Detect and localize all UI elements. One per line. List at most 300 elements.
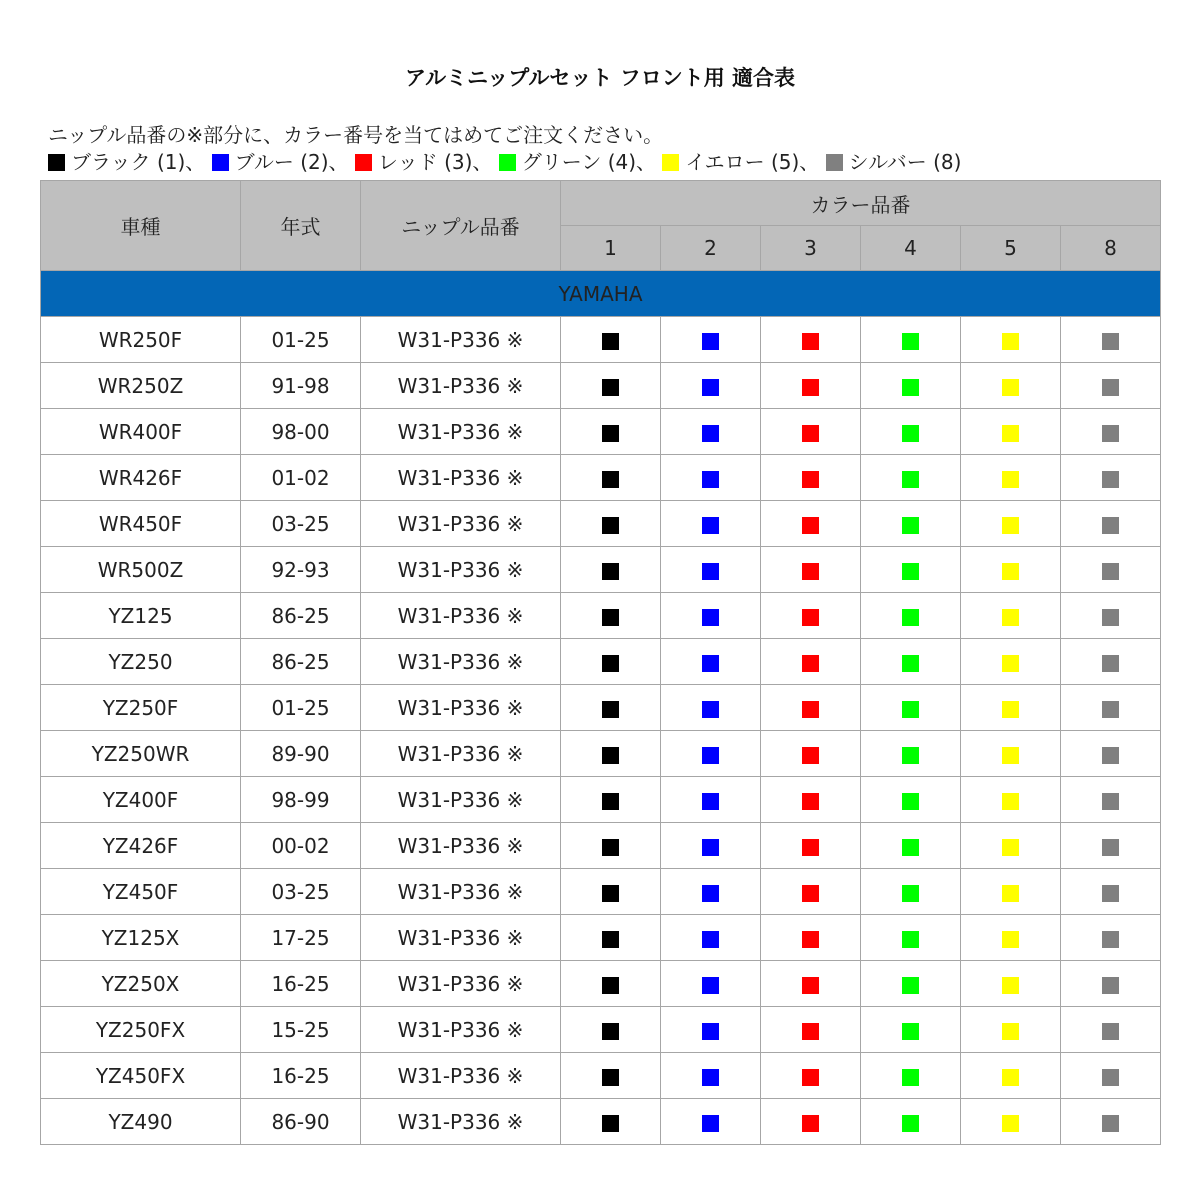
color-cell [761, 731, 861, 777]
legend-item-red [355, 146, 493, 175]
model-cell: YZ250F [41, 685, 241, 731]
part-number-cell: W31-P336 ※ [361, 501, 561, 547]
color-cell [1061, 547, 1161, 593]
table-row [41, 593, 1161, 639]
color-cell [561, 363, 661, 409]
yellow-swatch-icon [1002, 333, 1019, 350]
black-swatch-icon [602, 379, 619, 396]
red-swatch-icon [802, 701, 819, 718]
green-swatch-icon [902, 977, 919, 994]
color-cell [661, 1099, 761, 1145]
year-cell: 01-25 [241, 317, 361, 363]
model-cell: YZ250X [41, 961, 241, 1007]
color-cell [661, 593, 761, 639]
color-cell [561, 1053, 661, 1099]
red-swatch-icon [802, 655, 819, 672]
color-cell [1061, 1007, 1161, 1053]
color-cell [661, 363, 761, 409]
green-swatch-icon [902, 931, 919, 948]
color-cell [861, 639, 961, 685]
black-swatch-icon [602, 793, 619, 810]
green-swatch-icon [902, 609, 919, 626]
color-cell [1061, 915, 1161, 961]
red-swatch-icon [802, 517, 819, 534]
legend-label: イエロー (5)、 [685, 150, 820, 174]
color-cell [1061, 317, 1161, 363]
color-cell [761, 363, 861, 409]
black-swatch-icon [602, 425, 619, 442]
black-swatch-icon [602, 1069, 619, 1086]
year-cell: 98-99 [241, 777, 361, 823]
color-cell [861, 869, 961, 915]
part-number-cell: W31-P336 ※ [361, 685, 561, 731]
legend-item-yellow [662, 146, 819, 175]
model-cell: YZ400F [41, 777, 241, 823]
table-row [41, 409, 1161, 455]
green-swatch-icon [902, 517, 919, 534]
black-swatch-icon [602, 1023, 619, 1040]
black-swatch-icon [602, 885, 619, 902]
color-cell [661, 685, 761, 731]
color-cell [1061, 1099, 1161, 1145]
color-cell [561, 731, 661, 777]
part-number-cell: W31-P336 ※ [361, 639, 561, 685]
black-swatch-icon [602, 839, 619, 856]
year-cell: 03-25 [241, 501, 361, 547]
color-cell [861, 547, 961, 593]
yellow-swatch-icon [1002, 609, 1019, 626]
blue-swatch-icon [702, 609, 719, 626]
red-swatch-icon [802, 1023, 819, 1040]
yellow-swatch-icon [1002, 379, 1019, 396]
silver-swatch-icon [1102, 1115, 1119, 1132]
table-row [41, 1053, 1161, 1099]
table-row [41, 547, 1161, 593]
blue-swatch-icon [702, 977, 719, 994]
color-cell [961, 961, 1061, 1007]
blue-swatch-icon [702, 747, 719, 764]
color-cell [561, 593, 661, 639]
blue-swatch-icon [702, 1069, 719, 1086]
header-color-4: 4 [861, 226, 961, 271]
color-cell [961, 777, 1061, 823]
blue-swatch-icon [702, 517, 719, 534]
year-cell: 16-25 [241, 1053, 361, 1099]
fitment-table [40, 180, 1161, 1145]
color-cell [661, 501, 761, 547]
color-cell [861, 1007, 961, 1053]
header-color-1: 1 [561, 226, 661, 271]
color-cell [861, 685, 961, 731]
color-cell [961, 1053, 1061, 1099]
red-swatch-icon [802, 333, 819, 350]
color-cell [761, 915, 861, 961]
color-cell [961, 869, 1061, 915]
black-swatch-icon [602, 931, 619, 948]
color-cell [661, 823, 761, 869]
color-cell [961, 409, 1061, 455]
red-swatch-icon [802, 471, 819, 488]
black-swatch-icon [602, 517, 619, 534]
color-cell [661, 547, 761, 593]
yellow-swatch-icon [1002, 885, 1019, 902]
color-cell [561, 915, 661, 961]
red-swatch-icon [802, 931, 819, 948]
legend-label: レッド (3)、 [377, 150, 493, 174]
blue-swatch-icon [702, 655, 719, 672]
part-number-cell: W31-P336 ※ [361, 1053, 561, 1099]
black-swatch-icon [602, 747, 619, 764]
part-number-cell: W31-P336 ※ [361, 317, 561, 363]
maker-row: YAMAHA [41, 271, 1161, 317]
color-cell [961, 685, 1061, 731]
year-cell: 98-00 [241, 409, 361, 455]
table-body [41, 271, 1161, 1145]
color-cell [1061, 777, 1161, 823]
color-cell [561, 639, 661, 685]
color-cell [961, 1007, 1061, 1053]
color-cell [1061, 685, 1161, 731]
color-cell [661, 869, 761, 915]
blue-swatch-icon [702, 379, 719, 396]
yellow-swatch-icon [1002, 655, 1019, 672]
color-cell [861, 915, 961, 961]
model-cell: WR400F [41, 409, 241, 455]
silver-swatch-icon [1102, 793, 1119, 810]
table-row [41, 915, 1161, 961]
silver-swatch-icon [1102, 563, 1119, 580]
page-title: アルミニップルセット フロント用 適合表 [404, 66, 796, 90]
header-color-8: 8 [1061, 226, 1161, 271]
color-cell [861, 501, 961, 547]
silver-swatch-icon [1102, 885, 1119, 902]
silver-swatch-icon [1102, 517, 1119, 534]
table-row [41, 639, 1161, 685]
silver-swatch-icon [1102, 379, 1119, 396]
green-swatch-icon [902, 563, 919, 580]
year-cell: 92-93 [241, 547, 361, 593]
year-cell: 89-90 [241, 731, 361, 777]
green-swatch-icon [902, 471, 919, 488]
table-row [41, 869, 1161, 915]
part-number-cell: W31-P336 ※ [361, 1099, 561, 1145]
silver-swatch-icon [1102, 1069, 1119, 1086]
color-cell [761, 1053, 861, 1099]
legend-item-silver [826, 146, 962, 175]
color-cell [661, 915, 761, 961]
color-cell [1061, 639, 1161, 685]
header-color-3: 3 [761, 226, 861, 271]
color-cell [961, 593, 1061, 639]
year-cell: 03-25 [241, 869, 361, 915]
silver-swatch-icon [826, 154, 843, 171]
color-cell [861, 409, 961, 455]
legend-label: ブラック (1)、 [71, 150, 206, 174]
part-number-cell: W31-P336 ※ [361, 869, 561, 915]
black-swatch-icon [602, 1115, 619, 1132]
color-cell [561, 455, 661, 501]
color-cell [1061, 961, 1161, 1007]
color-cell [1061, 501, 1161, 547]
color-cell [561, 547, 661, 593]
color-cell [561, 777, 661, 823]
color-cell [1061, 363, 1161, 409]
color-cell [561, 961, 661, 1007]
red-swatch-icon [802, 1069, 819, 1086]
blue-swatch-icon [702, 333, 719, 350]
model-cell: WR450F [41, 501, 241, 547]
table-row [41, 685, 1161, 731]
green-swatch-icon [902, 425, 919, 442]
color-cell [761, 1099, 861, 1145]
blue-swatch-icon [702, 793, 719, 810]
color-legend [48, 146, 961, 175]
yellow-swatch-icon [1002, 839, 1019, 856]
red-swatch-icon [802, 747, 819, 764]
model-cell: WR500Z [41, 547, 241, 593]
model-cell: WR250Z [41, 363, 241, 409]
model-cell: WR426F [41, 455, 241, 501]
black-swatch-icon [602, 655, 619, 672]
color-cell [761, 409, 861, 455]
header-color-code: カラー品番 [561, 181, 1161, 226]
green-swatch-icon [902, 333, 919, 350]
red-swatch-icon [355, 154, 372, 171]
color-cell [861, 455, 961, 501]
red-swatch-icon [802, 379, 819, 396]
model-cell: YZ426F [41, 823, 241, 869]
table-row [41, 823, 1161, 869]
header-nipple-part: ニップル品番 [361, 181, 561, 271]
legend-item-green [499, 146, 656, 175]
legend-label: ブルー (2)、 [234, 150, 349, 174]
black-swatch-icon [48, 154, 65, 171]
green-swatch-icon [499, 154, 516, 171]
red-swatch-icon [802, 793, 819, 810]
part-number-cell: W31-P336 ※ [361, 823, 561, 869]
green-swatch-icon [902, 701, 919, 718]
table-row [41, 1007, 1161, 1053]
color-cell [561, 317, 661, 363]
color-cell [761, 777, 861, 823]
year-cell: 16-25 [241, 961, 361, 1007]
black-swatch-icon [602, 333, 619, 350]
yellow-swatch-icon [1002, 1069, 1019, 1086]
legend-item-black [48, 146, 205, 175]
part-number-cell: W31-P336 ※ [361, 593, 561, 639]
black-swatch-icon [602, 701, 619, 718]
red-swatch-icon [802, 563, 819, 580]
blue-swatch-icon [702, 1023, 719, 1040]
black-swatch-icon [602, 609, 619, 626]
part-number-cell: W31-P336 ※ [361, 1007, 561, 1053]
yellow-swatch-icon [1002, 471, 1019, 488]
part-number-cell: W31-P336 ※ [361, 455, 561, 501]
red-swatch-icon [802, 425, 819, 442]
color-cell [961, 731, 1061, 777]
model-cell: YZ125X [41, 915, 241, 961]
green-swatch-icon [902, 793, 919, 810]
legend-item-blue [212, 146, 349, 175]
color-cell [661, 409, 761, 455]
yellow-swatch-icon [1002, 977, 1019, 994]
model-cell: YZ490 [41, 1099, 241, 1145]
blue-swatch-icon [702, 885, 719, 902]
model-cell: WR250F [41, 317, 241, 363]
red-swatch-icon [802, 839, 819, 856]
yellow-swatch-icon [1002, 517, 1019, 534]
header-model: 車種 [41, 181, 241, 271]
silver-swatch-icon [1102, 1023, 1119, 1040]
color-cell [661, 961, 761, 1007]
blue-swatch-icon [702, 701, 719, 718]
color-cell [761, 823, 861, 869]
color-cell [961, 1099, 1061, 1145]
model-cell: YZ450F [41, 869, 241, 915]
color-cell [1061, 869, 1161, 915]
color-cell [861, 961, 961, 1007]
table-row [41, 455, 1161, 501]
red-swatch-icon [802, 1115, 819, 1132]
silver-swatch-icon [1102, 747, 1119, 764]
yellow-swatch-icon [1002, 1023, 1019, 1040]
year-cell: 17-25 [241, 915, 361, 961]
color-cell [661, 1053, 761, 1099]
black-swatch-icon [602, 471, 619, 488]
yellow-swatch-icon [1002, 563, 1019, 580]
yellow-swatch-icon [1002, 931, 1019, 948]
silver-swatch-icon [1102, 471, 1119, 488]
color-cell [561, 685, 661, 731]
yellow-swatch-icon [1002, 793, 1019, 810]
model-cell: YZ450FX [41, 1053, 241, 1099]
year-cell: 00-02 [241, 823, 361, 869]
color-cell [661, 639, 761, 685]
silver-swatch-icon [1102, 839, 1119, 856]
color-cell [661, 317, 761, 363]
color-cell [761, 455, 861, 501]
yellow-swatch-icon [1002, 1115, 1019, 1132]
part-number-cell: W31-P336 ※ [361, 915, 561, 961]
header-year: 年式 [241, 181, 361, 271]
silver-swatch-icon [1102, 333, 1119, 350]
model-cell: YZ250FX [41, 1007, 241, 1053]
color-cell [1061, 823, 1161, 869]
green-swatch-icon [902, 747, 919, 764]
color-cell [861, 777, 961, 823]
color-cell [761, 685, 861, 731]
year-cell: 15-25 [241, 1007, 361, 1053]
table-row [41, 317, 1161, 363]
part-number-cell: W31-P336 ※ [361, 547, 561, 593]
color-cell [761, 547, 861, 593]
color-cell [761, 1007, 861, 1053]
part-number-cell: W31-P336 ※ [361, 363, 561, 409]
color-cell [761, 961, 861, 1007]
color-cell [761, 869, 861, 915]
legend-label: グリーン (4)、 [521, 150, 657, 174]
blue-swatch-icon [702, 563, 719, 580]
color-cell [1061, 731, 1161, 777]
model-cell: YZ125 [41, 593, 241, 639]
year-cell: 01-25 [241, 685, 361, 731]
color-cell [761, 501, 861, 547]
color-cell [861, 1053, 961, 1099]
color-cell [961, 501, 1061, 547]
blue-swatch-icon [212, 154, 229, 171]
green-swatch-icon [902, 885, 919, 902]
black-swatch-icon [602, 563, 619, 580]
color-cell [1061, 455, 1161, 501]
color-cell [961, 915, 1061, 961]
color-cell [661, 777, 761, 823]
table-row [41, 501, 1161, 547]
silver-swatch-icon [1102, 931, 1119, 948]
green-swatch-icon [902, 379, 919, 396]
color-cell [561, 409, 661, 455]
color-cell [1061, 1053, 1161, 1099]
color-cell [561, 1099, 661, 1145]
color-cell [861, 317, 961, 363]
yellow-swatch-icon [1002, 701, 1019, 718]
year-cell: 86-90 [241, 1099, 361, 1145]
color-cell [561, 869, 661, 915]
header-color-5: 5 [961, 226, 1061, 271]
table-row [41, 363, 1161, 409]
header-color-2: 2 [661, 226, 761, 271]
color-cell [761, 317, 861, 363]
table-row [41, 731, 1161, 777]
color-cell [861, 593, 961, 639]
model-cell: YZ250 [41, 639, 241, 685]
table-row [41, 777, 1161, 823]
silver-swatch-icon [1102, 425, 1119, 442]
color-cell [961, 455, 1061, 501]
silver-swatch-icon [1102, 977, 1119, 994]
black-swatch-icon [602, 977, 619, 994]
green-swatch-icon [902, 1069, 919, 1086]
part-number-cell: W31-P336 ※ [361, 731, 561, 777]
model-cell: YZ250WR [41, 731, 241, 777]
yellow-swatch-icon [1002, 747, 1019, 764]
legend-label: シルバー (8) [848, 150, 962, 174]
red-swatch-icon [802, 885, 819, 902]
color-cell [861, 363, 961, 409]
blue-swatch-icon [702, 839, 719, 856]
color-cell [861, 823, 961, 869]
blue-swatch-icon [702, 1115, 719, 1132]
yellow-swatch-icon [1002, 425, 1019, 442]
silver-swatch-icon [1102, 701, 1119, 718]
blue-swatch-icon [702, 471, 719, 488]
year-cell: 91-98 [241, 363, 361, 409]
year-cell: 86-25 [241, 639, 361, 685]
color-cell [961, 547, 1061, 593]
green-swatch-icon [902, 839, 919, 856]
color-cell [561, 1007, 661, 1053]
order-instruction: ニップル品番の※部分に、カラー番号を当てはめてご注文ください。 [48, 123, 664, 147]
year-cell: 01-02 [241, 455, 361, 501]
color-cell [761, 639, 861, 685]
color-cell [1061, 409, 1161, 455]
color-cell [761, 593, 861, 639]
color-cell [561, 823, 661, 869]
color-cell [861, 731, 961, 777]
green-swatch-icon [902, 1023, 919, 1040]
green-swatch-icon [902, 1115, 919, 1132]
color-cell [661, 455, 761, 501]
table-row [41, 1099, 1161, 1145]
